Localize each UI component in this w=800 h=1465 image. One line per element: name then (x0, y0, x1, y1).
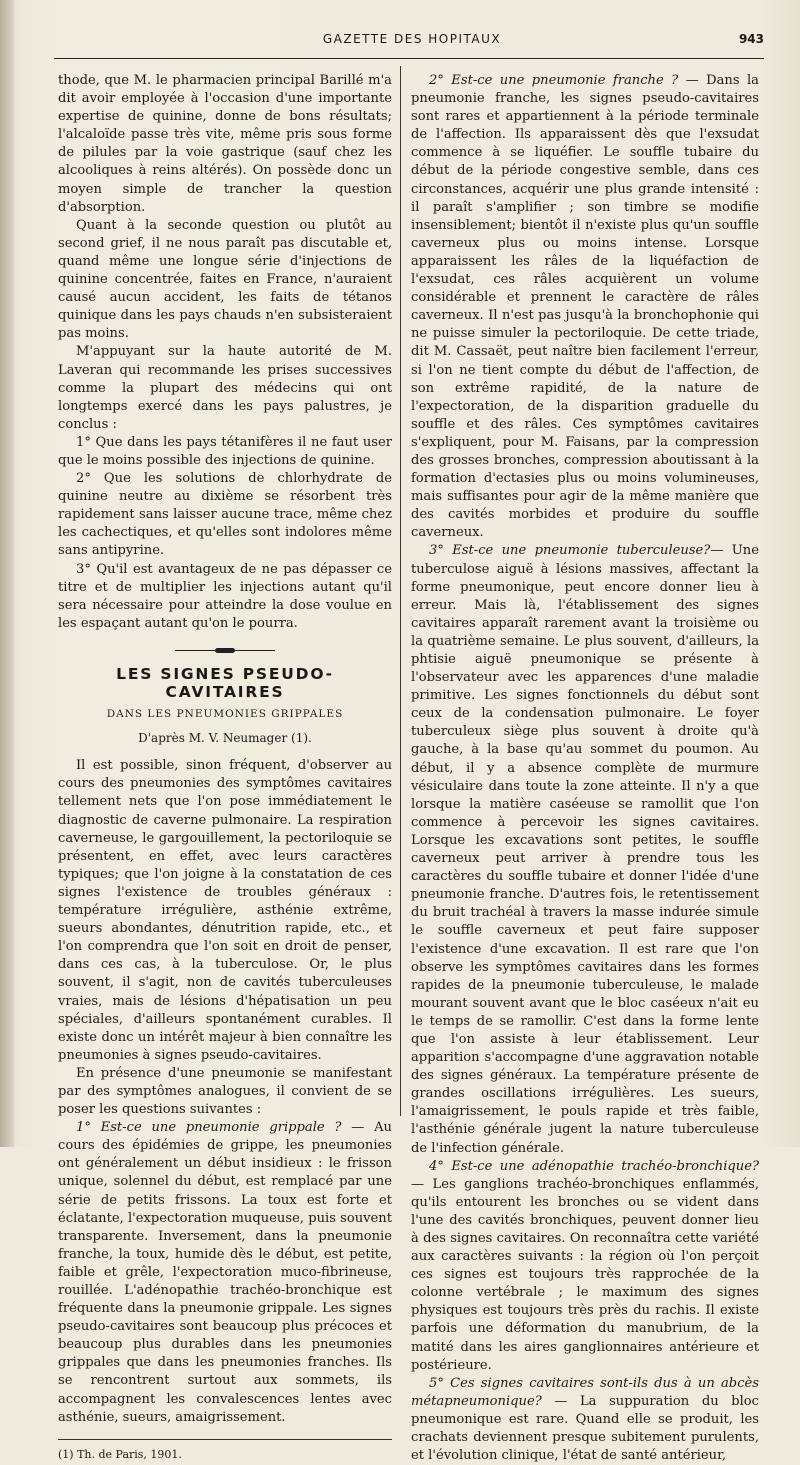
column-divider (400, 66, 401, 1116)
article-subtitle: DANS LES PNEUMONIES GRIPPALES (106, 708, 344, 721)
question-paragraph (411, 1375, 759, 1465)
conclusion-item: 1° Que dans les pays tétanifères il ne faut user que le moins possible des injections de quinine. (58, 434, 392, 468)
question-text: — Les ganglions trachéo-bronchiques enflammés, qu'ils entourent les bronches ou se vident dans l'une des cavités bronchiques, peuvent donner lieu à des signes cavitaires. On reconnaîtra cette variété aux caractères suivants : la région où l'on perçoit ces signes est toujours très rapprochée de la colonne vertébrale ; le maximum des signes physiques est toujours très près du rachis. Il existe parfois une déformation du manubrium, de la matité dans les aires ganglionnaires antérieure et postérieure. (411, 1176, 759, 1373)
binding-edge (0, 0, 14, 1147)
paragraph: Quant à la seconde question ou plutôt au second grief, il ne nous paraît pas discutable et, quand même une longue série d'injections de quinine concentrée, faites en France, n'auraient causé aucun accident, les faits de tétanos quinique dans les pays chauds n'en subsisteraient pas moins. (58, 217, 392, 342)
paragraph: M'appuyant sur la haute autorité de M. Laveran qui recommande les prises successives comme la plupart des médecins qui ont longtemps exercé dans les pays palustres, je conclus : (58, 344, 392, 432)
conclusion-item: 3° Qu'il est avantageux de ne pas dépasser ce titre et de multiplier les injections autant qu'il sera nécessaire pour atteindre la dose voulue en les espaçant autant qu'on le pourra. (58, 561, 392, 631)
article-byline: D'après M. V. Neumager (1). (138, 731, 312, 746)
running-title: GAZETTE DES HOPITAUX (322, 32, 502, 46)
paragraph: Il est possible, sinon fréquent, d'observer au cours des pneumonies des symptômes cavitaires tellement nets que l'on pose immédiatement le diagnostic de caverne pulmonaire. La respiration caverneuse, le gargouillement, la pectoriloquie se présentent, en effet, avec leurs caractères typiques; que l'on joigne à la constatation de ces signes l'existence de troubles généraux : température irrégulière, asthénie extrême, sueurs abondantes, dénutrition rapide, etc., et l'on comprendra que l'on soit en droit de penser, dans ces cas, à la tuberculose. Or, le plus souvent, il s'agit, non de cavités tuberculeuses vraies, mais de lésions d'hépatisation un peu spéciales, d'ailleurs spontanément curables. Il existe donc un intérêt majeur à bien connaître les pneumonies à signes pseudo-cavitaires. (58, 758, 392, 1063)
question-heading: 1° Est-ce une pneumonie grippale ? (76, 1120, 342, 1136)
conclusion-item: 2° Que les solutions de chlorhydrate de quinine neutre au dixième se résorbent très rapidement sans laisser aucune trace, même chez les cachectiques, et qu'elles sont indolores même sans antipyrine. (58, 471, 392, 559)
footnote-rule (58, 1439, 392, 1440)
right-column (411, 72, 759, 1465)
footnote: (1) Th. de Paris, 1901. (58, 1447, 182, 1461)
question-paragraph (411, 72, 759, 542)
section-separator (175, 647, 275, 655)
left-column (58, 72, 392, 1464)
question-text: — La suppuration du bloc pneumonique est rare. Quand elle se produit, les crachats deviennent presque subitement purulents, et l'évolution clinique, l'état de santé antérieur, (411, 1393, 759, 1464)
paragraph: En présence d'une pneumonie se manifestant par des symptômes analogues, il convient de se poser les questions suivantes : (58, 1065, 392, 1118)
page-number: 943 (738, 32, 764, 46)
question-text: — Une tuberculose aiguë à lésions massives, affectant la forme pneumonique, peut encore donner lieu à erreur. Mais là, l'établissement des signes cavitaires apparaît rarement avant la troisième ou la quatrième semaine. Le plus souvent, d'ailleurs, la phtisie aiguë pneumonique se présente à l'observateur avec les apparences d'une maladie primitive. Les signes fonctionnels du début sont ceux de la condensation pulmonaire. Le foyer tuberculeux siège plus souvent à droite qu'à gauche, à la base qu'au sommet du poumon. Au début, il y a absence complète de murmure vésiculaire dans toute la zone atteinte. Il n'y a que lorsque la matière caséeuse se ramollit que l'on commence à percevoir les signes cavitaires. Lorsque les excavations sont petites, le souffle caverneux peut arriver à prendre tous les caractères du souffle tubaire et donner l'idée d'une pneumonie franche. D'autres fois, le retentissement du bruit trachéal à travers la masse indurée simule le souffle caverneux et peut faire supposer l'existence d'une excavation. Il est rare que l'on observe les symptômes cavitaires dans les formes rapides de la pneumonie tuberculeuse, le malade mourant souvent avant que le bloc caséeux n'ait eu le temps de se ramollir. C'est dans la forme lente que l'on assiste à leur établissement. Leur apparition s'accompagne d'une aggravation notable des signes généraux. La température présente de grandes oscillations irrégulières. Les sueurs, l'amaigrissement, le pouls rapide et très faible, l'asthénie générale jugent la nature tuberculeuse de l'infection générale. (411, 543, 759, 1156)
question-heading: 4° Est-ce une adénopathie trachéo-bronchique? (429, 1158, 759, 1174)
question-heading: 2° Est-ce une pneumonie franche ? (429, 73, 679, 88)
question-heading: 3° Est-ce une pneumonie tuberculeuse? (429, 543, 711, 559)
question-text: — Au cours des épidémies de grippe, les pneumonies ont généralement un début insidieux : le frisson unique, solennel du début, est remplacé par une série de petits frissons. La toux est forte et éclatante, l'expectoration muqueuse, puis souvent transparente. Inversement, dans la pneumonie franche, la toux, humide dès le début, est petite, faible et grêle, l'expectoration muco-fibrineuse, rouillée. L'adénopathie trachéo-bronchique est fréquente dans la pneumonie grippale. Les signes pseudo-cavitaires sont beaucoup plus précoces et beaucoup plus durables dans les pneumonies grippales que dans les pneumonies franches. Ils se rencontrent surtout aux sommets, ils accompagnent les convalescences lentes avec asthénie, sueurs, amaigrissement. (58, 1120, 392, 1425)
paragraph: thode, que M. le pharmacien principal Barillé m'a dit avoir employée à l'occasion d'une importante expertise de quinine, donne de bons résultats; l'alcaloïde passe très vite, même pris sous forme de pilules par la voie gastrique (sauf chez les alcooliques à reins altérés). On possède donc un moyen simple de trancher la question d'absorption. (58, 73, 392, 215)
question-heading: 5° Ces signes cavitaires sont-ils dus à un abcès métapneumonique? (411, 1375, 759, 1409)
page-header (60, 30, 764, 54)
question-paragraph (411, 542, 759, 1157)
question-paragraph (411, 1158, 759, 1375)
question-paragraph (58, 1119, 392, 1427)
question-text: — Dans la pneumonie franche, les signes pseudo-cavitaires sont rares et appartiennent à la période terminale de l'affection. Ils apparaissent dès que l'exsudat commence à se liquéfier. Le souffle tubaire du début de la période congestive semble, dans ces circonstances, acquérir une plus grande intensité : il paraît s'amplifier ; son timbre se modifie insensiblement; bientôt il n'existe plus qu'un souffle caverneux plus ou moins intense. Lorsque apparaissent les râles de la liquéfaction de l'exsudat, ces râles acquièrent un volume considérable et prennent le caractère de râles caverneux. Il n'est pas jusqu'à la bronchophonie qui ne puisse simuler la pectoriloquie. De cette triade, dit M. Cassaët, peut naître bien facilement l'erreur, si l'on ne tient compte du début de l'affection, de son extrême rapidité, de la nature de l'expectoration, de la disparition graduelle du souffle et des râles. Ces symptômes cavitaires s'expliquent, pour M. Faisans, par la compression des grosses bronches, compression aboutissant à la formation d'ectasies plus ou moins volumineuses, mais suffisantes pour agir de la même manière que des cavités morbides et produire du souffle caverneux. (411, 73, 759, 541)
header-rule (54, 58, 764, 59)
article-title: LES SIGNES PSEUDO-CAVITAIRES (116, 664, 334, 701)
